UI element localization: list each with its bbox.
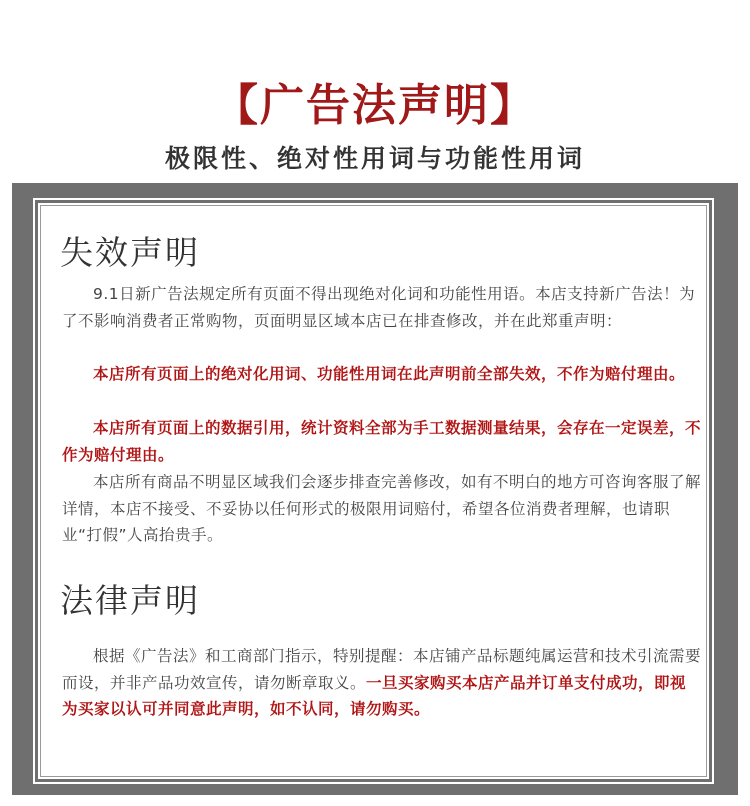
section-invalid-clause-1: 本店所有页面上的绝对化用词、功能性用词在此声明前全部失效，不作为赔付理由。 (93, 365, 686, 383)
section-legal-red: 一旦买家购买本店产品并订单支付成功，即视为买家以认可并同意此声明，如不认同，请勿购买。 (62, 673, 687, 718)
section-invalid-intro: 9.1日新广告法规定所有页面不得出现绝对化词和功能性用语。本店支持新广告法！为了不影响消费者正常购物，页面明显区域本店已在排查修改，并在此郑重声明： (62, 285, 696, 330)
page-title: 【广告法声明】 (214, 80, 536, 131)
notice-frame (12, 183, 738, 795)
section-invalid-heading: 失效声明 (60, 233, 200, 272)
page-subtitle: 极限性、绝对性用词与功能性用词 (164, 144, 585, 173)
section-invalid-clause-2: 本店所有页面上的数据引用，统计资料全部为手工数据测量结果，会存在一定误差，不作为赔付理由。 (62, 419, 702, 464)
section-legal-normal: 根据《广告法》和工商部门指示，特别提醒：本店铺产品标题纯属运营和技术引流需要而设，并非产品功效宣传，请勿断章取义。 (62, 647, 702, 692)
section-invalid-clause-3: 本店所有商品不明显区域我们会逐步排查完善修改，如有不明白的地方可咨询客服了解详情，本店不接受、不妥协以任何形式的极限用词赔付，希望各位消费者理解，也请职业“打假”人高抬贵手。 (62, 473, 702, 544)
notice-panel (35, 200, 712, 782)
section-legal-heading: 法律声明 (60, 581, 200, 620)
section-legal-text (62, 643, 702, 723)
